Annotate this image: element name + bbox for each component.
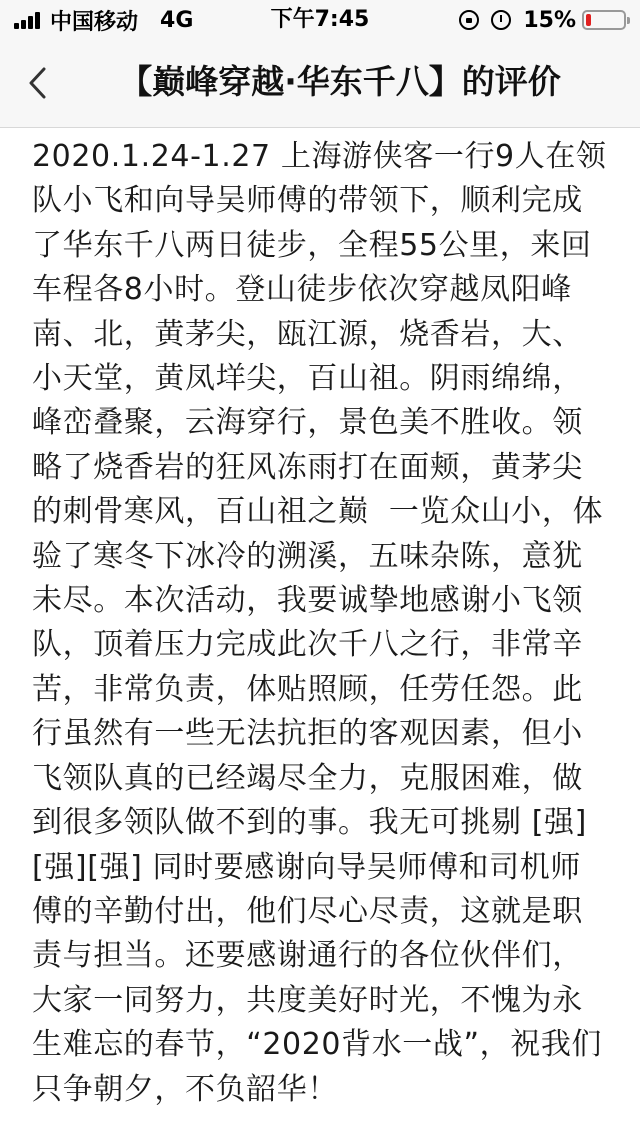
nav-bar (0, 40, 640, 128)
battery-icon (582, 10, 626, 30)
orientation-lock-icon (459, 10, 479, 30)
review-text: 2020.1.24-1.27 上海游侠客一行9人在领队小飞和向导吴师傅的带领下，顺利完成了华东千八两日徒步，全程55公里，来回车程各8小时。登山徒步依次穿越凤阳峰南、北，黄茅尖，瓯江源，烧香岩，大、小天堂，黄凤垟尖，百山祖。阴雨绵绵，峰峦叠聚，云海穿行，景色美不胜收。领略了烧香岩的狂风冻雨打在面颊，黄茅尖的刺骨寒风，百山祖之巅 一览众山小，体验了寒冬下冰冷的溯溪，五味杂陈，意犹未尽。本次活动，我要诚挚地感谢小飞领队，顶着压力完成此次千八之行，非常辛苦，非常负责，体贴照顾，任劳任怨。此行虽然有一些无法抗拒的客观因素，但小飞领队真的已经竭尽全力，克服困难，做到很多领队做不到的事。我无可挑剔 [强][强][强] 同时要感谢向导吴师傅和司机师傅的辛勤付出，他们尽心尽责，这就是职责与担当。还要感谢通行的各位伙伴们，大家一同努力，共度美好时光，不愧为永生难忘的春节，“2020背水一战”，祝我们只争朝夕，不负韶华！ (32, 139, 607, 1107)
status-time: 下午7:45 (270, 7, 370, 32)
alarm-icon (491, 10, 511, 30)
battery-level-fill (586, 14, 591, 26)
carrier-name: 中国移动 (50, 9, 139, 35)
page-title: 【巅峰穿越·华东千八】的评价 (119, 62, 561, 101)
battery-percent: 15% (523, 7, 576, 33)
network-type: 4G (160, 7, 194, 33)
status-bar (0, 0, 640, 40)
status-right (459, 6, 626, 34)
